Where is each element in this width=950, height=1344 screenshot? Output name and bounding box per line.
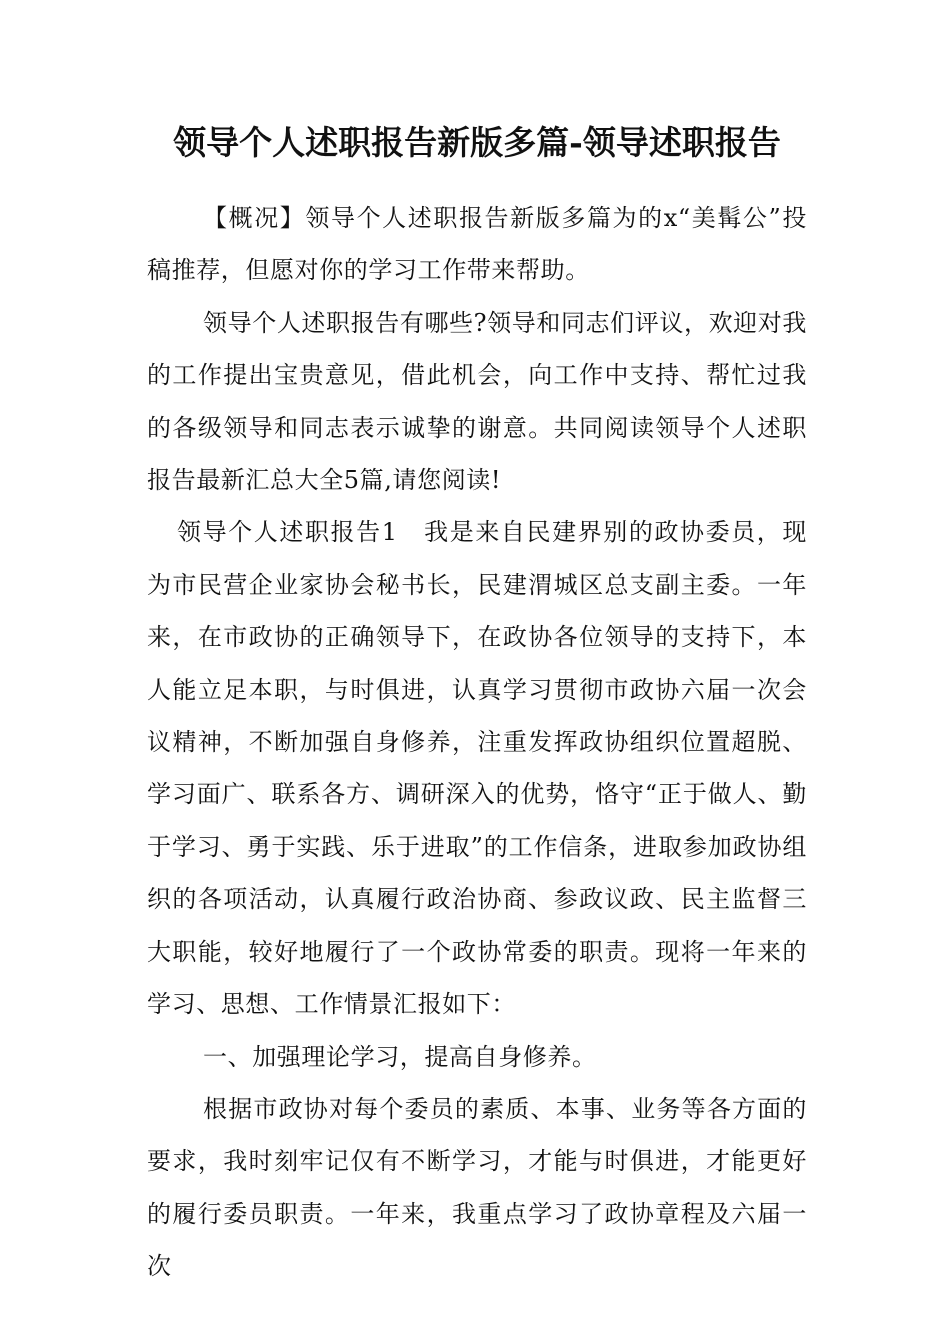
section-heading: 一、加强理论学习，提高自身修养。	[203, 1042, 597, 1071]
document-page	[147, 118, 807, 1293]
document-title: 领导个人述职报告新版多篇-领导述职报告	[173, 123, 781, 162]
report-1-paragraph: 领导个人述职报告1 我是来自民建界别的政协委员，现为市民营企业家协会秘书长，民建渭城区总支副主委。一年来，在市政协的正确领导下，在政协各位领导的支持下，本人能立足本职，与时俱进，认真学习贯彻市政协六届一次会议精神，不断加强自身修养，注重发挥政协组织位置超脱、学习面广、联系各方、调研深入的优势，恪守“正于做人、勤于学习、勇于实践、乐于进取”的工作信条，进取参加政协组织的各项活动，认真履行政治协商、参政议政、民主监督三大职能，较好地履行了一个政协常委的职责。现将一年来的学习、思想、工作情景汇报如下：	[147, 518, 807, 1019]
body-paragraph: 根据市政协对每个委员的素质、本事、业务等各方面的要求，我时刻牢记仅有不断学习，才能与时俱进，才能更好的履行委员职责。一年来，我重点学习了政协章程及六届一次	[147, 1094, 807, 1281]
intro-paragraph: 领导个人述职报告有哪些?领导和同志们评议，欢迎对我的工作提出宝贵意见，借此机会，向工作中支持、帮忙过我的各级领导和同志表示诚挚的谢意。共同阅读领导个人述职报告最新汇总大全5篇,请您阅读!	[147, 308, 807, 495]
summary-paragraph: 【概况】领导个人述职报告新版多篇为的x“美髯公”投稿推荐，但愿对你的学习工作带来帮助。	[147, 204, 807, 285]
